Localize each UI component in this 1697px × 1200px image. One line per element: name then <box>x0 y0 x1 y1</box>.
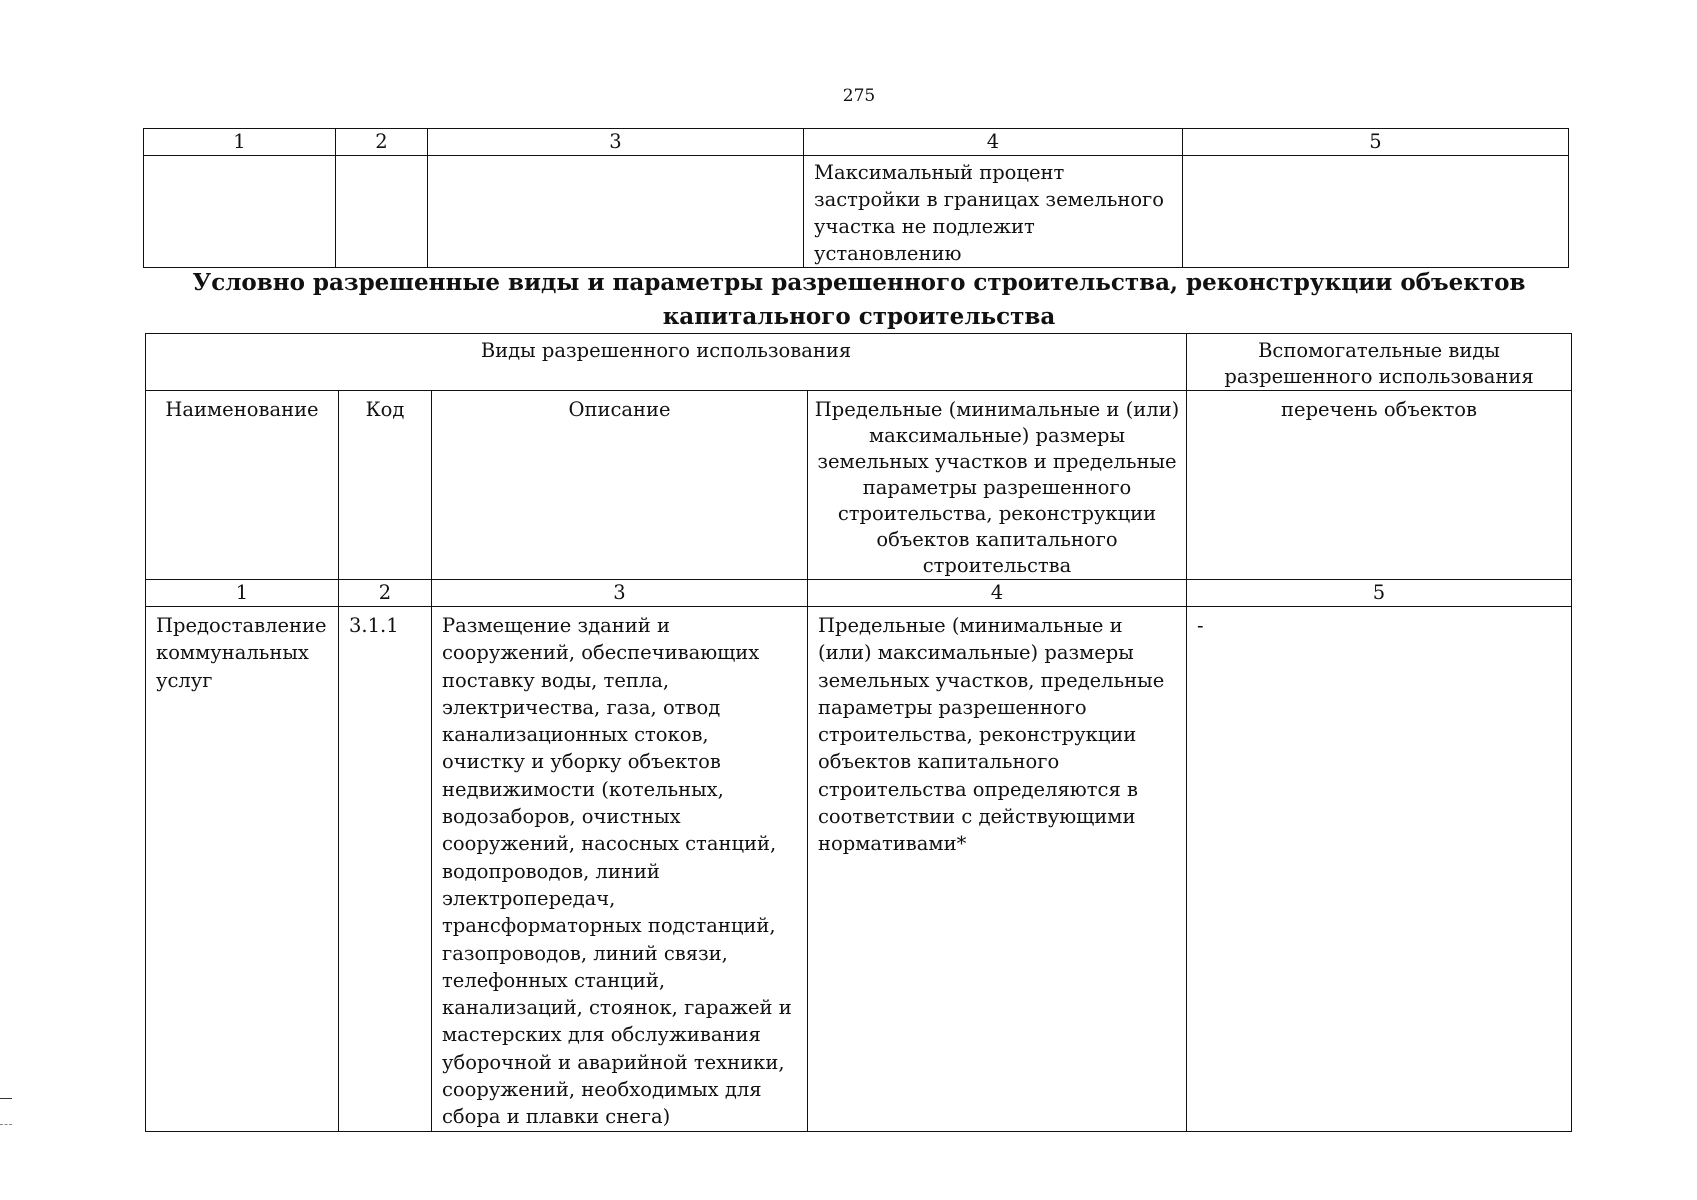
conditional-uses-table <box>145 333 1572 1132</box>
col-number-3: 3 <box>428 129 804 156</box>
cell-description <box>428 156 804 268</box>
cell-description: Размещение зданий и сооружений, обеспечивающих поставку воды, тепла, электричества, газа, отвод канализационных стоков, очистку и уборку объектов недвижимости (котельных, водозаборов, очистных сооружений, насосных станций, водопроводов, линий электропередач, трансформаторных подстанций, газопроводов, линий связи, телефонных станций, канализаций, стоянок, гаражей и мастерских для обслуживания уборочной и аварийной техники, сооружений, необходимых для сбора и плавки снега) <box>432 607 808 1132</box>
cell-parameters: Предельные (минимальные и (или) максимальные) размеры земельных участков, предельные параметры разрешенного строительства, реконструкции объектов капитального строительства определяются в соответствии с действующими нормативами* <box>808 607 1187 1132</box>
cell-code: 3.1.1 <box>339 607 432 1132</box>
auxiliary-uses-header: Вспомогательные виды разрешенного использования <box>1187 334 1572 391</box>
cell-parameters: Максимальный процент застройки в границах земельного участка не подлежит установлению <box>804 156 1183 268</box>
table-row <box>144 156 1569 268</box>
col-number-1: 1 <box>146 580 339 607</box>
cell-name: Предоставление коммунальных услуг <box>146 607 339 1132</box>
col-number-4: 4 <box>804 129 1183 156</box>
cell-auxiliary <box>1183 156 1569 268</box>
continuation-table <box>143 128 1569 268</box>
page-number: 275 <box>842 86 876 106</box>
col-number-2: 2 <box>336 129 428 156</box>
col-number-5: 5 <box>1187 580 1572 607</box>
col-number-2: 2 <box>339 580 432 607</box>
section-title: Условно разрешенные виды и параметры разрешенного строительства, реконструкции объектов капитального строительства <box>192 269 1526 330</box>
margin-mark <box>0 1124 12 1125</box>
header-code: Код <box>339 391 432 580</box>
header-description: Описание <box>432 391 808 580</box>
column-number-row <box>144 129 1569 156</box>
permitted-uses-header: Виды разрешенного использования <box>146 334 1187 391</box>
column-number-row <box>146 580 1572 607</box>
table-row <box>146 607 1572 1132</box>
cell-name <box>144 156 336 268</box>
cell-code <box>336 156 428 268</box>
header-parameters: Предельные (минимальные и (или) максимальные) размеры земельных участков и предельные параметры разрешенного строительства, реконструкции объектов капитального строительства <box>808 391 1187 580</box>
column-header-row <box>146 391 1572 580</box>
header-object-list: перечень объектов <box>1187 391 1572 580</box>
header-name: Наименование <box>146 391 339 580</box>
cell-auxiliary: - <box>1187 607 1572 1132</box>
margin-mark <box>0 1098 12 1099</box>
col-number-3: 3 <box>432 580 808 607</box>
col-number-4: 4 <box>808 580 1187 607</box>
group-header-row <box>146 334 1572 391</box>
col-number-5: 5 <box>1183 129 1569 156</box>
col-number-1: 1 <box>144 129 336 156</box>
